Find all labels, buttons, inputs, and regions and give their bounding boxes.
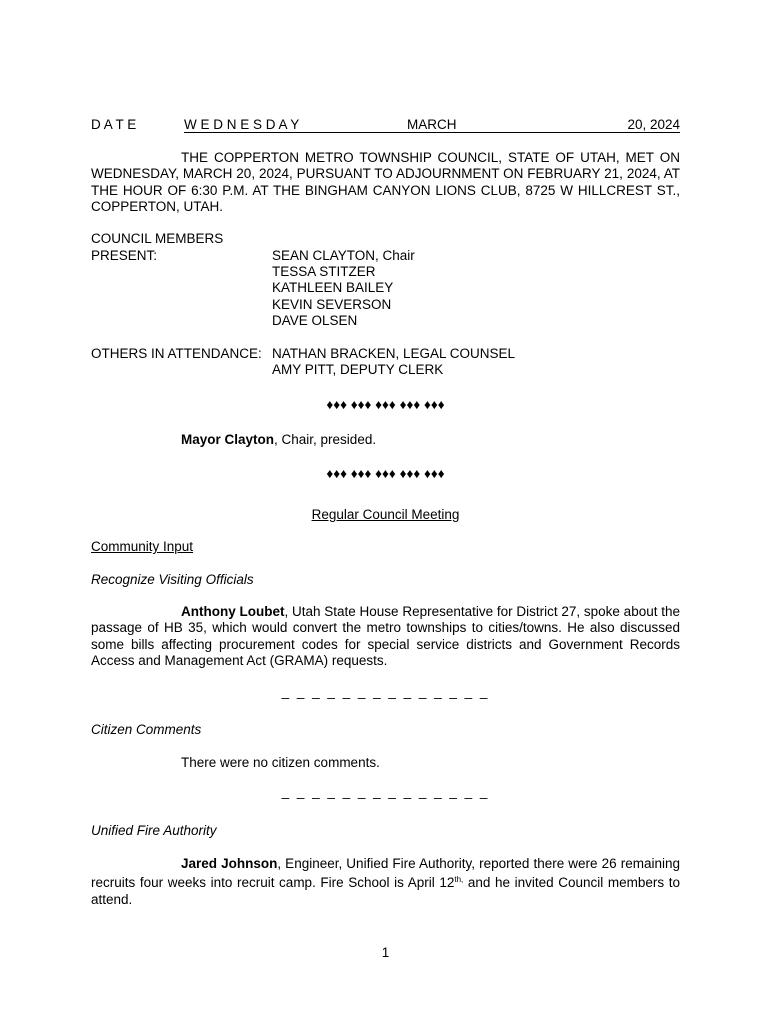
date-label: D A T E — [91, 117, 137, 132]
fire-authority-heading: Unified Fire Authority — [91, 823, 217, 838]
visiting-officials-paragraph — [91, 604, 680, 669]
date-month: MARCH — [407, 117, 457, 132]
citizen-comments-text: There were no citizen comments. — [181, 755, 380, 770]
official-name: Anthony Loubet — [181, 604, 285, 619]
fire-text-before: , Engineer, Unified Fire Authority, reported there were 26 remaining recruits four weeks into recruit camp. Fire School is April 12 — [91, 856, 680, 891]
presider-name: Mayor Clayton — [181, 432, 275, 447]
date-underline — [184, 132, 680, 133]
council-member: KATHLEEN BAILEY — [272, 280, 394, 295]
council-label-line1: COUNCIL MEMBERS — [91, 231, 224, 246]
intro-text: THE COPPERTON METRO TOWNSHIP COUNCIL, STATE OF UTAH, MET ON WEDNESDAY, MARCH 20, 2024, PURSUANT TO ADJOURNMENT ON FEBRUARY 21, 2024, AT THE HOUR OF 6:30 P.M. AT THE BINGHAM CANYON LIONS CLUB, 8725 W HILLCREST ST., COPPERTON, UTAH. — [91, 150, 680, 214]
council-label-line2: PRESENT: — [91, 248, 158, 263]
intro-paragraph — [91, 150, 680, 215]
meeting-title: Regular Council Meeting — [311, 507, 460, 522]
diamond-divider: ♦♦♦ ♦♦♦ ♦♦♦ ♦♦♦ ♦♦♦ — [326, 397, 445, 412]
page-number: 1 — [381, 945, 390, 960]
date-weekday: W E D N E S D A Y — [184, 117, 300, 132]
council-member: SEAN CLAYTON, Chair — [272, 248, 415, 263]
dash-divider: _ _ _ _ _ _ _ _ _ _ _ _ _ _ — [281, 684, 490, 699]
council-member: TESSA STITZER — [272, 264, 376, 279]
community-input-heading: Community Input — [91, 539, 194, 554]
date-day-year: 20, 2024 — [627, 117, 680, 132]
fire-superscript: th, — [454, 875, 464, 885]
dash-divider: _ _ _ _ _ _ _ _ _ _ _ _ _ _ — [281, 784, 490, 799]
council-member: DAVE OLSEN — [272, 313, 358, 328]
meeting-title-wrap — [91, 507, 680, 522]
presided-line — [181, 432, 376, 447]
citizen-comments-heading: Citizen Comments — [91, 722, 202, 737]
fire-text-after: and he invited Council members to attend. — [91, 875, 680, 907]
others-name: AMY PITT, DEPUTY CLERK — [272, 362, 444, 377]
official-text: , Utah State House Representative for District 27, spoke about the passage of HB 35, which would convert the metro townships to cities/towns. He also discussed some bills affecting procurement codes for special service districts and Government Records Access and Management Act (GRAMA) requests. — [91, 604, 680, 668]
presided-text: , Chair, presided. — [274, 432, 377, 447]
council-member: KEVIN SEVERSON — [272, 297, 392, 312]
diamond-divider: ♦♦♦ ♦♦♦ ♦♦♦ ♦♦♦ ♦♦♦ — [326, 466, 445, 481]
fire-authority-paragraph — [91, 856, 680, 908]
others-label: OTHERS IN ATTENDANCE: — [91, 346, 262, 361]
date-line — [91, 117, 680, 135]
visiting-officials-heading: Recognize Visiting Officials — [91, 572, 254, 587]
others-name: NATHAN BRACKEN, LEGAL COUNSEL — [272, 346, 516, 361]
fire-presenter-name: Jared Johnson — [181, 856, 278, 871]
